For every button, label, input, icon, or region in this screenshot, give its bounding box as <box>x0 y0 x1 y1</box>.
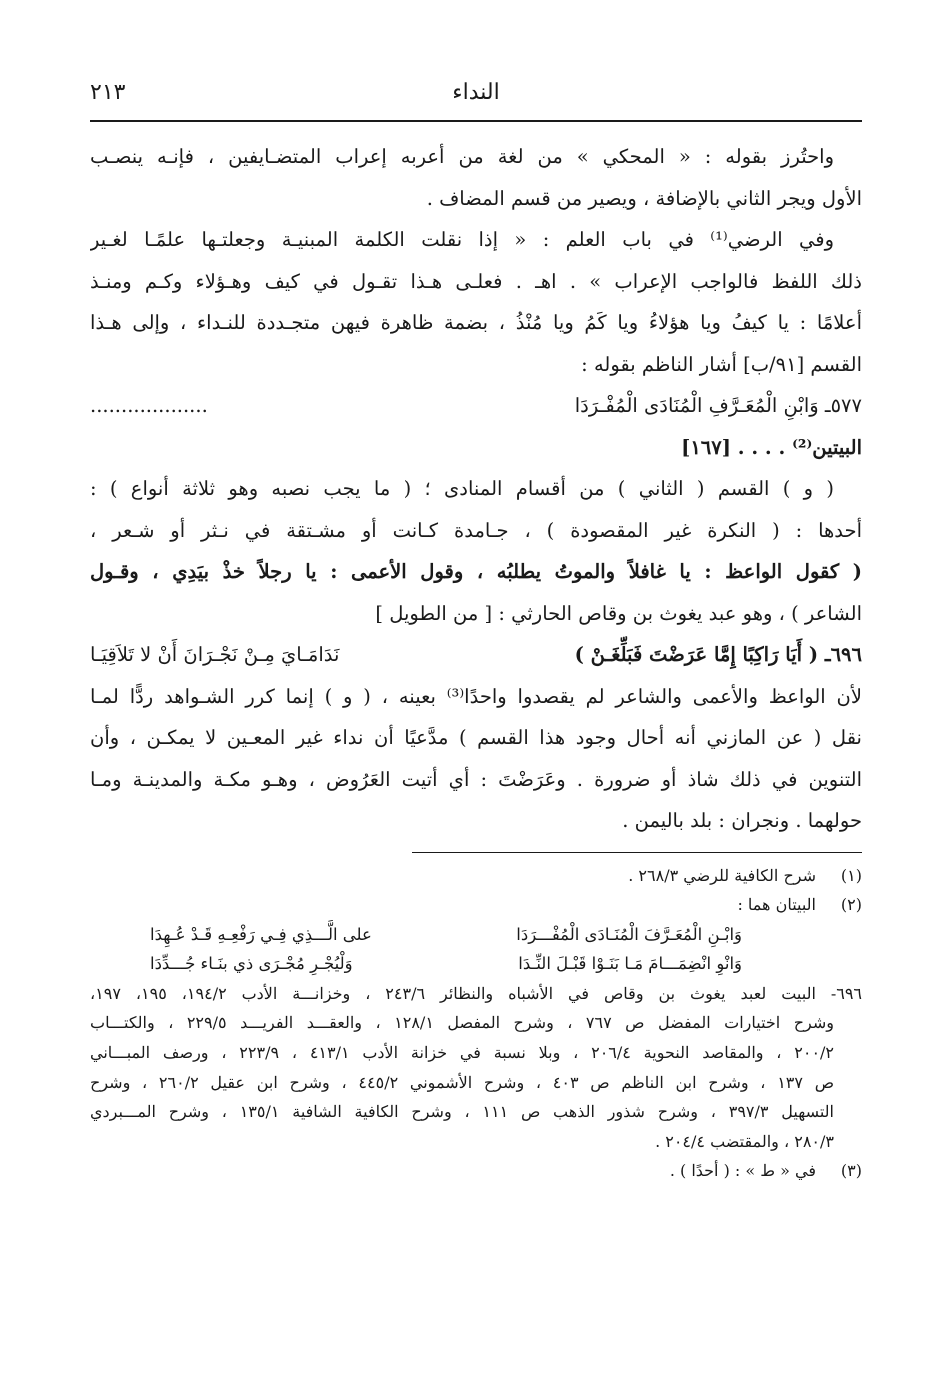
couplet-second: وَلْيُجْـرِ مُجْـرَى ذي بنَـاء جُـــدِّدَا <box>150 954 353 974</box>
text-line: لأن الواعظ والأعمى والشاعر لم يقصدوا واحدًا⁽³⁾ بعينه ، ( و ) إنما كرر الشـواهد ردًّا لمـا <box>90 684 862 708</box>
footnote-number: (١) <box>840 865 862 885</box>
footnote-couplet <box>90 920 862 950</box>
footnote-text: في « ط » : ( أحدًا ) . <box>669 1161 816 1181</box>
footnote-rule <box>412 852 862 853</box>
text-line: القسم [٩١/ب] أشار الناظم بقوله : <box>581 352 862 376</box>
text-line: واحتُرز بقوله : « المحكي » من لغة من أعربه إعراب المتضـايفين ، فإنـه ينصـب <box>90 145 834 168</box>
text-line: الشاعر ) ، وهو عبد يغوث بن وقاص الحارثي : [ من الطويل ] <box>375 601 862 625</box>
couplet-first: وَابْـنِ الْمُعَـرَّفَ الْمُنَـادَى الْمُفْـــرَدَا <box>516 924 742 944</box>
text-line: حولهما . ونجران : بلد باليمن . <box>622 809 862 832</box>
verse-first-hemistich: ٦٩٦ـ ( أَيَا رَاكِبًا إِمَّا عَرَضْتَ فَبَلِّغَـنْ ) <box>574 643 862 666</box>
text-line: ذلك اللفظ فالواجب الإعراب » . اهـ . فعلـى هـذا تقـول في كيف وهـؤلاء وكـم ومنـذ <box>90 269 862 293</box>
text-line: الأول ويجر الثاني بالإضافة ، ويصير من قسم المضاف . <box>426 186 862 210</box>
text-line: ( و ) القسم ( الثاني ) من أقسام المنادى ؛ ( ما يجب نصبه وهو ثلاثة أنواع ) : <box>90 477 834 500</box>
main-text <box>90 136 862 842</box>
couplet-second: على الَّـــذِي فِـي رَفْعِـهِ قَـدْ عُـهِدَا <box>150 924 372 944</box>
text-line: أعلامًا : يا كيفُ ويا هؤلاءُ ويا كَمُ ويا مُنْذُ ، بضمة ظاهرة فيهن متجـددة للنـداء ، وإلى هـذا <box>90 311 862 334</box>
verse-696 <box>90 634 862 676</box>
footnote-696-line: ٦٩٦- البيت لعبد يغوث بن وقاص في الأشباه والنظائر ٢٤٣/٦ ، وخزانـــة الأدب ١٩٤/٢، ١٩٥، ١٩٧، <box>90 983 862 1003</box>
page-number: ٢١٣ <box>90 80 126 105</box>
footnote-696-line: وشرح اختيارات المفضل ص ٧٦٧ ، وشرح المفصل ١٢٨/١ ، والعقـــد الفريـــد ٢٢٩/٥ ، والكتـــاب <box>90 1013 834 1033</box>
verse-ellipsis: ................... <box>90 394 208 417</box>
text-line: البيتين⁽²⁾ . . . . [١٦٧] <box>681 435 862 459</box>
page-header <box>90 78 862 114</box>
footnote-696-line: التسهيل ٣٩٧/٣ ، وشرح شذور الذهب ص ١١١ ، وشرح الكافية الشافية ١٣٥/١ ، وشرح المـــبردي <box>90 1102 834 1122</box>
footnote-number: (٢) <box>840 895 862 915</box>
footnote-3 <box>90 1156 862 1186</box>
page <box>90 78 862 1186</box>
footnote-number: (٣) <box>840 1161 862 1181</box>
footnote-696-line: ٢٠٠/٢ ، والمقاصد النحوية ٢٠٦/٤ ، وبلا نسبة في خزانة الأدب ٤١٣/١ ، ٢٢٣/٩ ، ورصف المبـــاني <box>90 1043 835 1063</box>
text-line: التنوين في ذلك شاذ أو ضرورة . وعَرَضْتَ : أي أتيت العَرُوض ، وهـو مكـة والمدينـة ومـا <box>90 767 862 791</box>
text-line: وفي الرضي⁽¹⁾ في باب العلم : « إذا نقلت الكلمة المبنيـة وجعلتـها علمًـا لغـير <box>90 228 834 251</box>
text-line: أحدها : ( النكرة غير المقصودة ) ، جـامدة كـانت أو مشـتقة في نـثر أو شـعر ، <box>90 518 862 542</box>
header-rule <box>90 120 862 122</box>
verse-577 <box>90 385 862 427</box>
footnote-couplet <box>90 949 862 979</box>
verse-text: ٥٧٧ـ وَابْنِ الْمُعَـرَّفِ الْمُنَادَى الْمُفْـرَدَا <box>574 394 862 417</box>
couplet-first: وَانْوِ انْضِمَـــامَ مَـا بَنَـوْا قَبْـلَ النِّـدَا <box>518 954 742 974</box>
footnote-text: البيتان هما : <box>737 895 816 915</box>
footnote-2 <box>90 890 862 920</box>
footnote-1 <box>90 861 862 891</box>
verse-second-hemistich: نَدَامَـايَ مِـنْ نَجْـرَانَ أَنْ لا تَلاَقِيَـا <box>90 643 340 666</box>
footnote-text: شرح الكافية للرضي ٢٦٨/٣ . <box>628 865 816 885</box>
text-line: نقل ( عن المازني أنه أحال وجود هذا القسم ) مدَّعيًا أن نداء غير المعـين لا يمكـن ، وأن <box>90 726 862 749</box>
text-line: ( كقول الواعظ : يا غافلاً والموتُ يطلبُه ، وقول الأعمى : يا رجلاً خذْ بيَدِي ، وقـول <box>90 560 862 583</box>
chapter-title: النداء <box>452 80 500 105</box>
footnote-696-line: ٢٨٠/٣ ، والمقتضب ٢٠٤/٤ . <box>655 1131 834 1151</box>
footnotes <box>90 861 862 1187</box>
footnote-696-line: ص ١٣٧ ، وشرح ابن الناظم ص ٤٠٣ ، وشرح الأشموني ٤٤٥/٢ ، وشرح ابن عقيل ٢٦٠/٢ ، وشرح <box>90 1072 835 1092</box>
